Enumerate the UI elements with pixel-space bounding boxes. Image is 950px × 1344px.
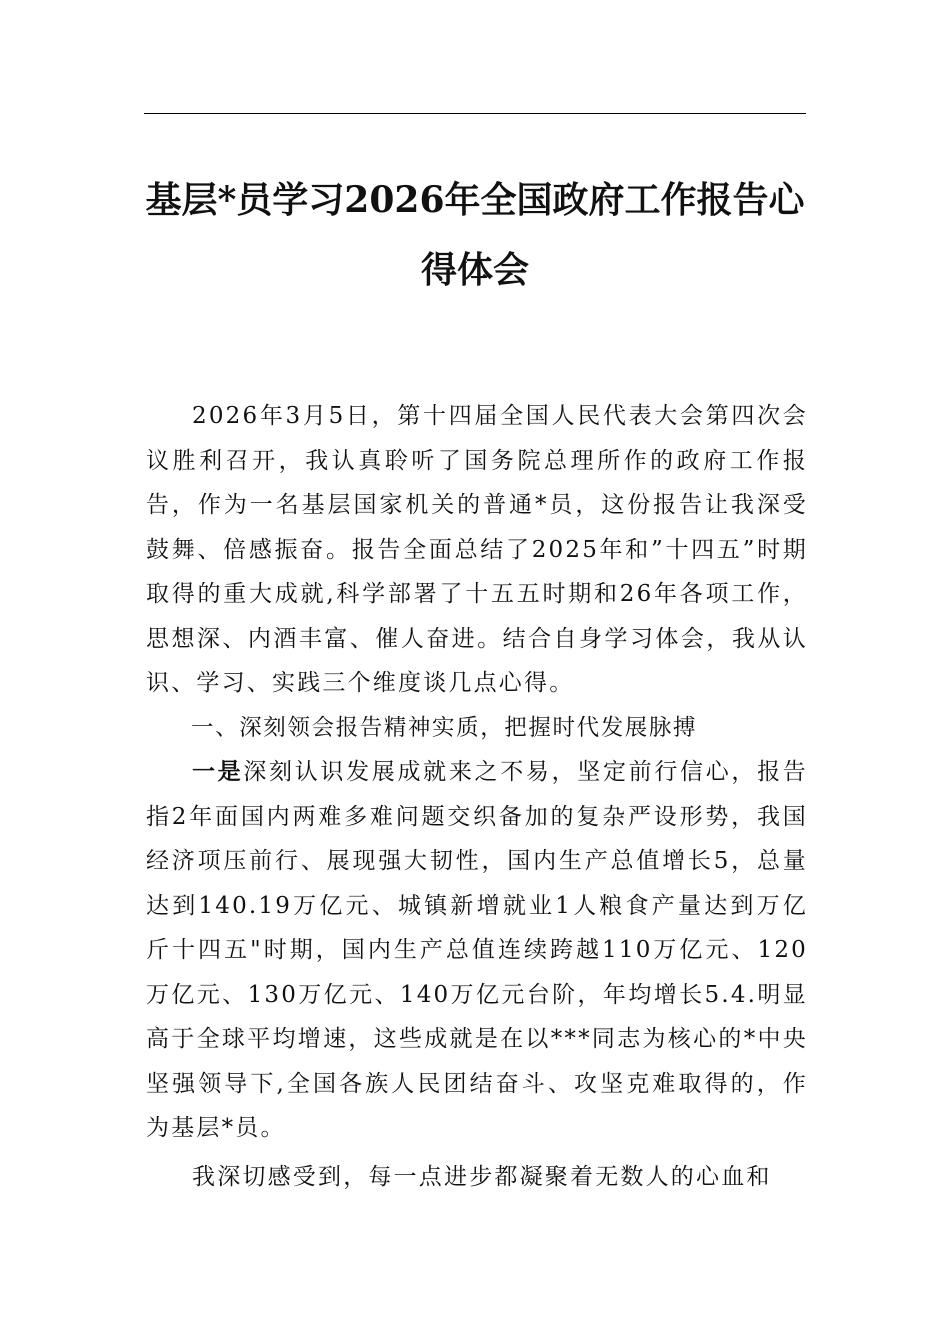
point-one-body: 深刻认识发展成就来之不易，坚定前行信心，报告指2年面国内两难多难问题交织备加的复杂严设形势，我国经济项压前行、展现强大韧性，国内生产总值增长5，总量达到140.19万亿元、城镇新增就业1人粮食产量达到万亿斤十四五"时期，国内生产总值连续跨越110万亿元、120万亿元、130万亿元、140万亿元台阶，年均增长5.4.明显高于全球平均增速，这些成就是在以***同志为核心的*中央坚强领导下,全国各族人民团结奋斗、攻坚克难取得的，作为基层*员。 xyxy=(146,759,808,1141)
point-one-lead: 一是 xyxy=(192,759,244,785)
document-title: 基层*员学习2026年全国政府工作报告心得体会 xyxy=(145,179,805,291)
header-rule xyxy=(144,113,806,114)
point-one-paragraph xyxy=(146,750,808,1151)
section-heading: 一、深刻领会报告精神实质，把握时代发展脉搏 xyxy=(191,714,698,741)
document-body xyxy=(146,394,808,1199)
intro-paragraph: 2026年3月5日，第十四届全国人民代表大会第四次会议胜利召开，我认真聆听了国务院总理所作的政府工作报告，作为一名基层国家机关的普通*员，这份报告让我深受鼓舞、倍感振奋。报告全面总结了2025年和”十四五”时期取得的重大成就,科学部署了十五五时期和26年各项工作，思想深、内酒丰富、催人奋进。结合自身学习体会，我从认识、学习、实践三个维度谈几点心得。 xyxy=(146,403,808,696)
closing-paragraph: 我深切感受到，每一点进步都凝聚着无数人的心血和 xyxy=(192,1163,772,1190)
